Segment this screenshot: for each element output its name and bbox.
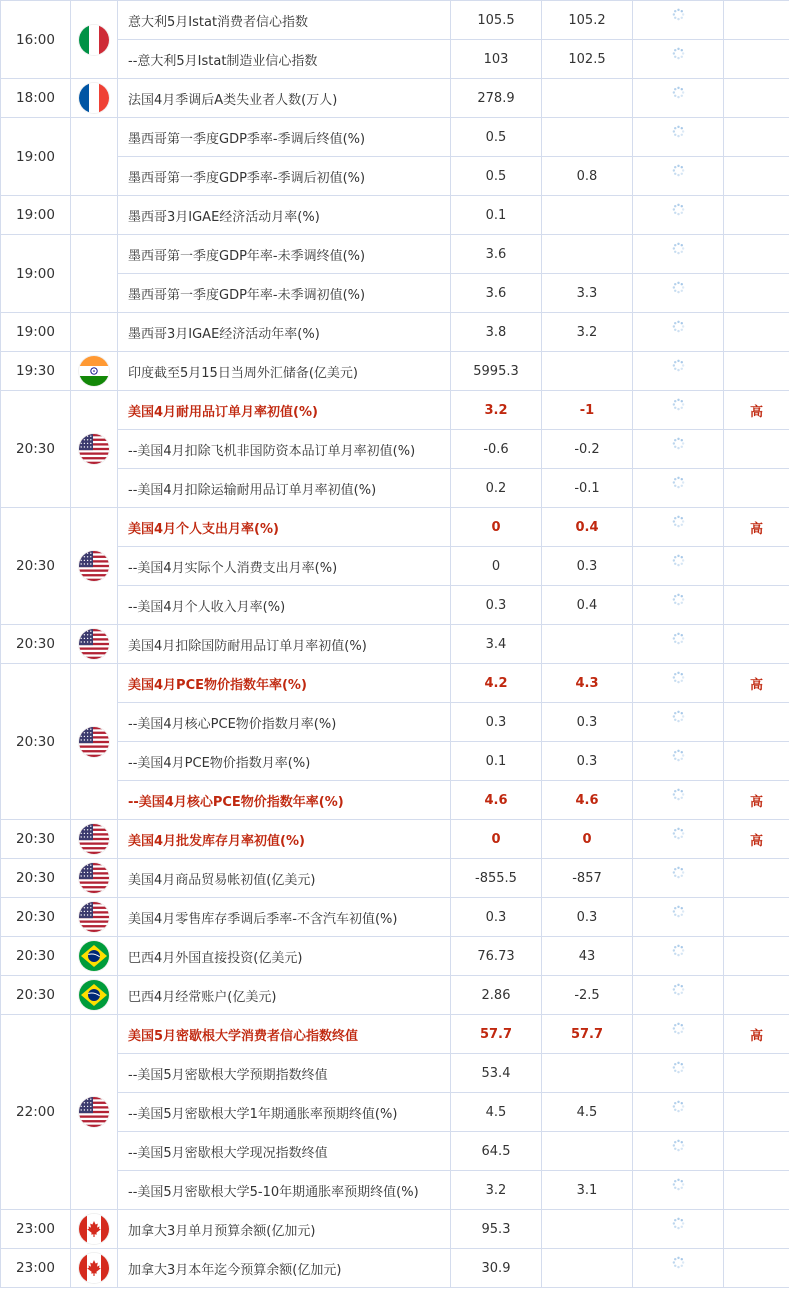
previous-value: 57.7: [451, 1015, 542, 1054]
previous-value: 0.3: [451, 703, 542, 742]
loading-spinner-icon: [672, 164, 685, 177]
brazil-flag-icon: [79, 941, 109, 971]
event-time: 20:30: [1, 625, 71, 664]
forecast-value: -0.1: [542, 469, 633, 508]
country-flag-cell: [71, 976, 118, 1015]
previous-value: 105.5: [451, 1, 542, 40]
previous-value: 3.6: [451, 274, 542, 313]
actual-value-cell: [633, 898, 724, 937]
event-name[interactable]: 墨西哥第一季度GDP季率-季调后初值(%): [118, 157, 451, 196]
importance-label: [724, 742, 789, 781]
previous-value: 5995.3: [451, 352, 542, 391]
table-row: [1, 820, 789, 859]
previous-value: 4.5: [451, 1093, 542, 1132]
loading-spinner-icon: [672, 8, 685, 21]
loading-spinner-icon: [672, 944, 685, 957]
table-row: [1, 1171, 789, 1210]
loading-spinner-icon: [672, 1139, 685, 1152]
forecast-value: 4.5: [542, 1093, 633, 1132]
loading-spinner-icon: [672, 242, 685, 255]
event-name[interactable]: 墨西哥3月IGAE经济活动月率(%): [118, 196, 451, 235]
previous-value: 3.2: [451, 391, 542, 430]
actual-value-cell: [633, 742, 724, 781]
table-row: [1, 391, 789, 430]
table-row: [1, 742, 789, 781]
importance-label: 高: [724, 391, 789, 430]
table-row: [1, 625, 789, 664]
country-flag-cell: [71, 235, 118, 313]
actual-value-cell: [633, 430, 724, 469]
event-name[interactable]: --美国4月PCE物价指数月率(%): [118, 742, 451, 781]
previous-value: -855.5: [451, 859, 542, 898]
loading-spinner-icon: [672, 1022, 685, 1035]
event-time: 20:30: [1, 937, 71, 976]
actual-value-cell: [633, 820, 724, 859]
event-name[interactable]: 加拿大3月本年迄今预算余额(亿加元): [118, 1249, 451, 1288]
event-time: 20:30: [1, 976, 71, 1015]
table-row: [1, 547, 789, 586]
previous-value: 0.1: [451, 196, 542, 235]
event-name[interactable]: 法国4月季调后A类失业者人数(万人): [118, 79, 451, 118]
importance-label: [724, 430, 789, 469]
importance-label: [724, 898, 789, 937]
event-name[interactable]: --美国4月扣除飞机非国防资本品订单月率初值(%): [118, 430, 451, 469]
forecast-value: 0: [542, 820, 633, 859]
event-name[interactable]: 印度截至5月15日当周外汇储备(亿美元): [118, 352, 451, 391]
event-name[interactable]: --美国5月密歇根大学预期指数终值: [118, 1054, 451, 1093]
previous-value: 76.73: [451, 937, 542, 976]
loading-spinner-icon: [672, 1256, 685, 1269]
loading-spinner-icon: [672, 554, 685, 567]
forecast-value: [542, 352, 633, 391]
brazil-flag-icon: [79, 980, 109, 1010]
importance-label: 高: [724, 664, 789, 703]
forecast-value: [542, 196, 633, 235]
country-flag-cell: [71, 79, 118, 118]
importance-label: [724, 1210, 789, 1249]
event-name[interactable]: 美国5月密歇根大学消费者信心指数终值: [118, 1015, 451, 1054]
importance-label: 高: [724, 1015, 789, 1054]
previous-value: 3.6: [451, 235, 542, 274]
actual-value-cell: [633, 1171, 724, 1210]
table-row: [1, 430, 789, 469]
previous-value: 0.3: [451, 898, 542, 937]
table-row: [1, 196, 789, 235]
forecast-value: 0.3: [542, 742, 633, 781]
previous-value: 0.1: [451, 742, 542, 781]
table-row: [1, 976, 789, 1015]
event-name[interactable]: 美国4月零售库存季调后季率-不含汽车初值(%): [118, 898, 451, 937]
country-flag-cell: [71, 1015, 118, 1210]
country-flag-cell: [71, 391, 118, 508]
forecast-value: [542, 625, 633, 664]
importance-label: [724, 469, 789, 508]
event-name[interactable]: 美国4月批发库存月率初值(%): [118, 820, 451, 859]
event-time: 20:30: [1, 508, 71, 625]
usa-flag-icon: [79, 902, 109, 932]
country-flag-cell: [71, 196, 118, 235]
table-row: [1, 40, 789, 79]
country-flag-cell: [71, 1249, 118, 1288]
forecast-value: [542, 1054, 633, 1093]
actual-value-cell: [633, 391, 724, 430]
event-time: 19:00: [1, 196, 71, 235]
country-flag-cell: [71, 664, 118, 820]
usa-flag-icon: [79, 1097, 109, 1127]
importance-label: [724, 547, 789, 586]
importance-label: [724, 937, 789, 976]
previous-value: 3.2: [451, 1171, 542, 1210]
table-row: [1, 1249, 789, 1288]
previous-value: 4.2: [451, 664, 542, 703]
previous-value: 4.6: [451, 781, 542, 820]
forecast-value: 4.3: [542, 664, 633, 703]
previous-value: 3.4: [451, 625, 542, 664]
event-name[interactable]: --美国4月扣除运输耐用品订单月率初值(%): [118, 469, 451, 508]
previous-value: 0: [451, 508, 542, 547]
importance-label: [724, 586, 789, 625]
importance-label: [724, 1132, 789, 1171]
canada-flag-icon: [79, 1214, 109, 1244]
loading-spinner-icon: [672, 671, 685, 684]
forecast-value: [542, 235, 633, 274]
country-flag-cell: [71, 820, 118, 859]
actual-value-cell: [633, 781, 724, 820]
event-time: 20:30: [1, 391, 71, 508]
country-flag-cell: [71, 313, 118, 352]
forecast-value: [542, 1132, 633, 1171]
loading-spinner-icon: [672, 281, 685, 294]
actual-value-cell: [633, 1, 724, 40]
event-name[interactable]: 美国4月个人支出月率(%): [118, 508, 451, 547]
importance-label: [724, 1171, 789, 1210]
previous-value: 278.9: [451, 79, 542, 118]
usa-flag-icon: [79, 727, 109, 757]
actual-value-cell: [633, 274, 724, 313]
event-name[interactable]: --美国4月实际个人消费支出月率(%): [118, 547, 451, 586]
event-name[interactable]: 墨西哥第一季度GDP年率-未季调初值(%): [118, 274, 451, 313]
forecast-value: 3.2: [542, 313, 633, 352]
actual-value-cell: [633, 1093, 724, 1132]
actual-value-cell: [633, 1054, 724, 1093]
event-time: 19:00: [1, 313, 71, 352]
table-row: [1, 79, 789, 118]
table-row: [1, 1210, 789, 1249]
country-flag-cell: [71, 508, 118, 625]
event-name[interactable]: --美国4月核心PCE物价指数年率(%): [118, 781, 451, 820]
loading-spinner-icon: [672, 203, 685, 216]
event-name[interactable]: 墨西哥第一季度GDP季率-季调后终值(%): [118, 118, 451, 157]
previous-value: 2.86: [451, 976, 542, 1015]
forecast-value: 0.4: [542, 586, 633, 625]
previous-value: 0.2: [451, 469, 542, 508]
event-time: 23:00: [1, 1249, 71, 1288]
canada-flag-icon: [79, 1253, 109, 1283]
loading-spinner-icon: [672, 1061, 685, 1074]
table-row: [1, 664, 789, 703]
event-name[interactable]: 美国4月扣除国防耐用品订单月率初值(%): [118, 625, 451, 664]
forecast-value: 0.4: [542, 508, 633, 547]
event-name[interactable]: --美国5月密歇根大学现况指数终值: [118, 1132, 451, 1171]
importance-label: [724, 1093, 789, 1132]
loading-spinner-icon: [672, 749, 685, 762]
actual-value-cell: [633, 1015, 724, 1054]
table-row: [1, 118, 789, 157]
forecast-value: 57.7: [542, 1015, 633, 1054]
event-name[interactable]: 美国4月商品贸易帐初值(亿美元): [118, 859, 451, 898]
previous-value: 0.3: [451, 586, 542, 625]
event-time: 22:00: [1, 1015, 71, 1210]
usa-flag-icon: [79, 434, 109, 464]
loading-spinner-icon: [672, 320, 685, 333]
event-name[interactable]: --美国5月密歇根大学5-10年期通胀率预期终值(%): [118, 1171, 451, 1210]
event-name[interactable]: --美国4月核心PCE物价指数月率(%): [118, 703, 451, 742]
forecast-value: [542, 1249, 633, 1288]
event-time: 19:00: [1, 118, 71, 196]
importance-label: [724, 79, 789, 118]
country-flag-cell: [71, 1, 118, 79]
country-flag-cell: [71, 937, 118, 976]
event-time: 18:00: [1, 79, 71, 118]
loading-spinner-icon: [672, 47, 685, 60]
table-row: [1, 1015, 789, 1054]
actual-value-cell: [633, 1132, 724, 1171]
actual-value-cell: [633, 664, 724, 703]
table-row: [1, 1132, 789, 1171]
loading-spinner-icon: [672, 593, 685, 606]
event-name[interactable]: 加拿大3月单月预算余额(亿加元): [118, 1210, 451, 1249]
loading-spinner-icon: [672, 398, 685, 411]
loading-spinner-icon: [672, 359, 685, 372]
italy-flag-icon: [79, 25, 109, 55]
country-flag-cell: [71, 625, 118, 664]
table-row: [1, 703, 789, 742]
importance-label: [724, 235, 789, 274]
importance-label: [724, 1054, 789, 1093]
country-flag-cell: [71, 118, 118, 196]
actual-value-cell: [633, 703, 724, 742]
event-time: 23:00: [1, 1210, 71, 1249]
loading-spinner-icon: [672, 1217, 685, 1230]
table-row: [1, 274, 789, 313]
event-time: 20:30: [1, 664, 71, 820]
importance-label: [724, 352, 789, 391]
loading-spinner-icon: [672, 1178, 685, 1191]
event-name[interactable]: 美国4月耐用品订单月率初值(%): [118, 391, 451, 430]
country-flag-cell: [71, 859, 118, 898]
loading-spinner-icon: [672, 827, 685, 840]
event-time: 16:00: [1, 1, 71, 79]
event-name[interactable]: 意大利5月Istat消费者信心指数: [118, 1, 451, 40]
importance-label: [724, 976, 789, 1015]
forecast-value: -857: [542, 859, 633, 898]
actual-value-cell: [633, 976, 724, 1015]
loading-spinner-icon: [672, 86, 685, 99]
previous-value: 0.5: [451, 118, 542, 157]
previous-value: -0.6: [451, 430, 542, 469]
event-time: 19:30: [1, 352, 71, 391]
forecast-value: 102.5: [542, 40, 633, 79]
loading-spinner-icon: [672, 1100, 685, 1113]
event-time: 20:30: [1, 859, 71, 898]
usa-flag-icon: [79, 863, 109, 893]
actual-value-cell: [633, 547, 724, 586]
importance-label: [724, 196, 789, 235]
importance-label: 高: [724, 508, 789, 547]
table-row: [1, 1093, 789, 1132]
importance-label: [724, 859, 789, 898]
forecast-value: 0.3: [542, 547, 633, 586]
forecast-value: 105.2: [542, 1, 633, 40]
usa-flag-icon: [79, 551, 109, 581]
actual-value-cell: [633, 469, 724, 508]
forecast-value: -0.2: [542, 430, 633, 469]
table-row: [1, 859, 789, 898]
previous-value: 0: [451, 547, 542, 586]
actual-value-cell: [633, 859, 724, 898]
actual-value-cell: [633, 196, 724, 235]
table-row: [1, 1, 789, 40]
forecast-value: -1: [542, 391, 633, 430]
actual-value-cell: [633, 625, 724, 664]
forecast-value: 0.8: [542, 157, 633, 196]
france-flag-icon: [79, 83, 109, 113]
forecast-value: 4.6: [542, 781, 633, 820]
table-row: [1, 1054, 789, 1093]
country-flag-cell: [71, 898, 118, 937]
country-flag-cell: [71, 352, 118, 391]
importance-label: [724, 118, 789, 157]
actual-value-cell: [633, 313, 724, 352]
forecast-value: [542, 1210, 633, 1249]
forecast-value: 0.3: [542, 703, 633, 742]
table-row: [1, 469, 789, 508]
event-name[interactable]: 墨西哥3月IGAE经济活动年率(%): [118, 313, 451, 352]
table-row: [1, 586, 789, 625]
table-row: [1, 508, 789, 547]
actual-value-cell: [633, 937, 724, 976]
calendar-body: [1, 1, 789, 1288]
importance-label: 高: [724, 820, 789, 859]
usa-flag-icon: [79, 629, 109, 659]
actual-value-cell: [633, 235, 724, 274]
previous-value: 103: [451, 40, 542, 79]
event-name[interactable]: --美国4月个人收入月率(%): [118, 586, 451, 625]
table-row: [1, 235, 789, 274]
event-name[interactable]: 美国4月PCE物价指数年率(%): [118, 664, 451, 703]
loading-spinner-icon: [672, 437, 685, 450]
previous-value: 0.5: [451, 157, 542, 196]
loading-spinner-icon: [672, 125, 685, 138]
actual-value-cell: [633, 508, 724, 547]
importance-label: [724, 313, 789, 352]
forecast-value: 43: [542, 937, 633, 976]
importance-label: [724, 1, 789, 40]
actual-value-cell: [633, 157, 724, 196]
event-time: 20:30: [1, 820, 71, 859]
actual-value-cell: [633, 79, 724, 118]
actual-value-cell: [633, 352, 724, 391]
forecast-value: -2.5: [542, 976, 633, 1015]
event-name[interactable]: 巴西4月经常账户(亿美元): [118, 976, 451, 1015]
table-row: [1, 937, 789, 976]
event-name[interactable]: --意大利5月Istat制造业信心指数: [118, 40, 451, 79]
actual-value-cell: [633, 1210, 724, 1249]
actual-value-cell: [633, 118, 724, 157]
importance-label: 高: [724, 781, 789, 820]
loading-spinner-icon: [672, 905, 685, 918]
previous-value: 64.5: [451, 1132, 542, 1171]
forecast-value: 3.1: [542, 1171, 633, 1210]
loading-spinner-icon: [672, 710, 685, 723]
forecast-value: 0.3: [542, 898, 633, 937]
forecast-value: 3.3: [542, 274, 633, 313]
actual-value-cell: [633, 40, 724, 79]
table-row: [1, 898, 789, 937]
previous-value: 3.8: [451, 313, 542, 352]
previous-value: 95.3: [451, 1210, 542, 1249]
importance-label: [724, 703, 789, 742]
importance-label: [724, 40, 789, 79]
event-name[interactable]: 墨西哥第一季度GDP年率-未季调终值(%): [118, 235, 451, 274]
actual-value-cell: [633, 1249, 724, 1288]
importance-label: [724, 625, 789, 664]
previous-value: 53.4: [451, 1054, 542, 1093]
event-time: 20:30: [1, 898, 71, 937]
loading-spinner-icon: [672, 632, 685, 645]
loading-spinner-icon: [672, 983, 685, 996]
loading-spinner-icon: [672, 476, 685, 489]
table-row: [1, 157, 789, 196]
actual-value-cell: [633, 586, 724, 625]
usa-flag-icon: [79, 824, 109, 854]
table-row: [1, 352, 789, 391]
forecast-value: [542, 79, 633, 118]
loading-spinner-icon: [672, 515, 685, 528]
table-row: [1, 781, 789, 820]
table-row: [1, 313, 789, 352]
event-time: 19:00: [1, 235, 71, 313]
importance-label: [724, 1249, 789, 1288]
previous-value: 0: [451, 820, 542, 859]
forecast-value: [542, 118, 633, 157]
event-name[interactable]: 巴西4月外国直接投资(亿美元): [118, 937, 451, 976]
country-flag-cell: [71, 1210, 118, 1249]
india-flag-icon: [79, 356, 109, 386]
loading-spinner-icon: [672, 866, 685, 879]
loading-spinner-icon: [672, 788, 685, 801]
event-name[interactable]: --美国5月密歇根大学1年期通胀率预期终值(%): [118, 1093, 451, 1132]
previous-value: 30.9: [451, 1249, 542, 1288]
importance-label: [724, 157, 789, 196]
importance-label: [724, 274, 789, 313]
